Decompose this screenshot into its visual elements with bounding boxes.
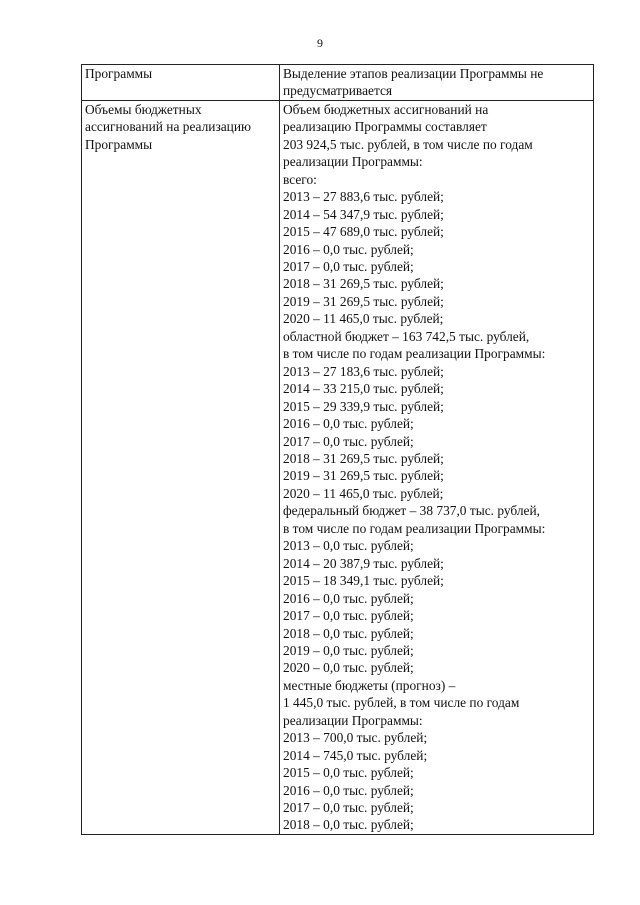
table-body: [82, 65, 594, 835]
row-label: [85, 101, 276, 153]
row-content-line: 2019 – 0,0 тыс. рублей;: [283, 642, 414, 658]
row-content-line: 2015 – 29 339,9 тыс. рублей;: [283, 398, 444, 414]
row-content-line: в том числе по годам реализации Программы:: [283, 346, 546, 362]
row-content-line: Объем бюджетных ассигнований на: [283, 101, 489, 117]
row-content-line: 2020 – 0,0 тыс. рублей;: [283, 660, 414, 676]
row-label-line: Программы: [85, 66, 153, 81]
page-number: 9: [317, 36, 323, 50]
row-content-line: федеральный бюджет – 38 737,0 тыс. рублей,: [283, 503, 540, 519]
row-content-line: 2018 – 31 269,5 тыс. рублей;: [283, 450, 444, 466]
row-label-line: ассигнований на реализацию: [85, 119, 252, 135]
row-content-line: местные бюджеты (прогноз) –: [283, 677, 456, 693]
row-content-line: 2013 – 700,0 тыс. рублей;: [283, 730, 428, 746]
table-row-stages: [82, 65, 594, 101]
row-content-line: в том числе по годам реализации Программы:: [283, 520, 546, 536]
row-content-line: Выделение этапов реализации Программы не: [283, 66, 544, 81]
row-content-line: 2013 – 0,0 тыс. рублей;: [283, 538, 414, 554]
row-content-line: 1 445,0 тыс. рублей, в том числе по годам: [283, 695, 520, 711]
row-content-line: предусматривается: [283, 83, 393, 99]
row-content-line: 2014 – 54 347,9 тыс. рублей;: [283, 206, 444, 222]
row-content-line: 2020 – 11 465,0 тыс. рублей;: [283, 485, 444, 501]
table-row-budget: [82, 100, 594, 834]
row-content-line: 2015 – 47 689,0 тыс. рублей;: [283, 224, 444, 240]
row-content-cell: [280, 65, 594, 101]
row-content-line: реализации Программы:: [283, 712, 423, 728]
row-content-line: 2016 – 0,0 тыс. рублей;: [283, 782, 414, 798]
row-content-line: 2017 – 0,0 тыс. рублей;: [283, 608, 414, 624]
row-content-line: 2014 – 20 387,9 тыс. рублей;: [283, 555, 444, 571]
row-label-cell: [82, 65, 280, 101]
row-content-line: 2018 – 31 269,5 тыс. рублей;: [283, 276, 444, 292]
row-content: [283, 65, 590, 100]
row-content-line: 2018 – 0,0 тыс. рублей;: [283, 817, 414, 833]
row-content-line: реализации Программы:: [283, 154, 423, 170]
row-content-line: 2019 – 31 269,5 тыс. рублей;: [283, 293, 444, 309]
row-content-line: 2017 – 0,0 тыс. рублей;: [283, 258, 414, 274]
row-content-cell: [280, 100, 594, 834]
row-content-line: 2014 – 33 215,0 тыс. рублей;: [283, 381, 444, 397]
row-content-line: 2013 – 27 883,6 тыс. рублей;: [283, 189, 444, 205]
row-content-line: 2018 – 0,0 тыс. рублей;: [283, 625, 414, 641]
row-content-line: 2014 – 745,0 тыс. рублей;: [283, 747, 428, 763]
row-content-line: всего:: [283, 171, 317, 187]
row-content: [283, 101, 590, 834]
row-content-line: 2015 – 0,0 тыс. рублей;: [283, 765, 414, 781]
row-content-line: 2013 – 27 183,6 тыс. рублей;: [283, 363, 444, 379]
row-content-line: 2016 – 0,0 тыс. рублей;: [283, 241, 414, 257]
row-label-line: Объемы бюджетных: [85, 101, 202, 117]
row-label: [85, 65, 276, 82]
row-content-line: 2019 – 31 269,5 тыс. рублей;: [283, 468, 444, 484]
row-content-line: 2017 – 0,0 тыс. рублей;: [283, 800, 414, 816]
row-content-line: реализацию Программы составляет: [283, 119, 487, 135]
row-content-line: 2020 – 11 465,0 тыс. рублей;: [283, 311, 444, 327]
row-content-line: 2016 – 0,0 тыс. рублей;: [283, 416, 414, 432]
row-label-line: Программы: [85, 136, 153, 152]
row-content-line: 2017 – 0,0 тыс. рублей;: [283, 433, 414, 449]
row-content-line: 2016 – 0,0 тыс. рублей;: [283, 590, 414, 606]
row-content-line: 203 924,5 тыс. рублей, в том числе по годам: [283, 136, 533, 152]
row-content-line: 2015 – 18 349,1 тыс. рублей;: [283, 573, 444, 589]
row-label-cell: [82, 100, 280, 834]
row-content-line: областной бюджет – 163 742,5 тыс. рублей,: [283, 328, 530, 344]
program-passport-table: [81, 64, 594, 835]
